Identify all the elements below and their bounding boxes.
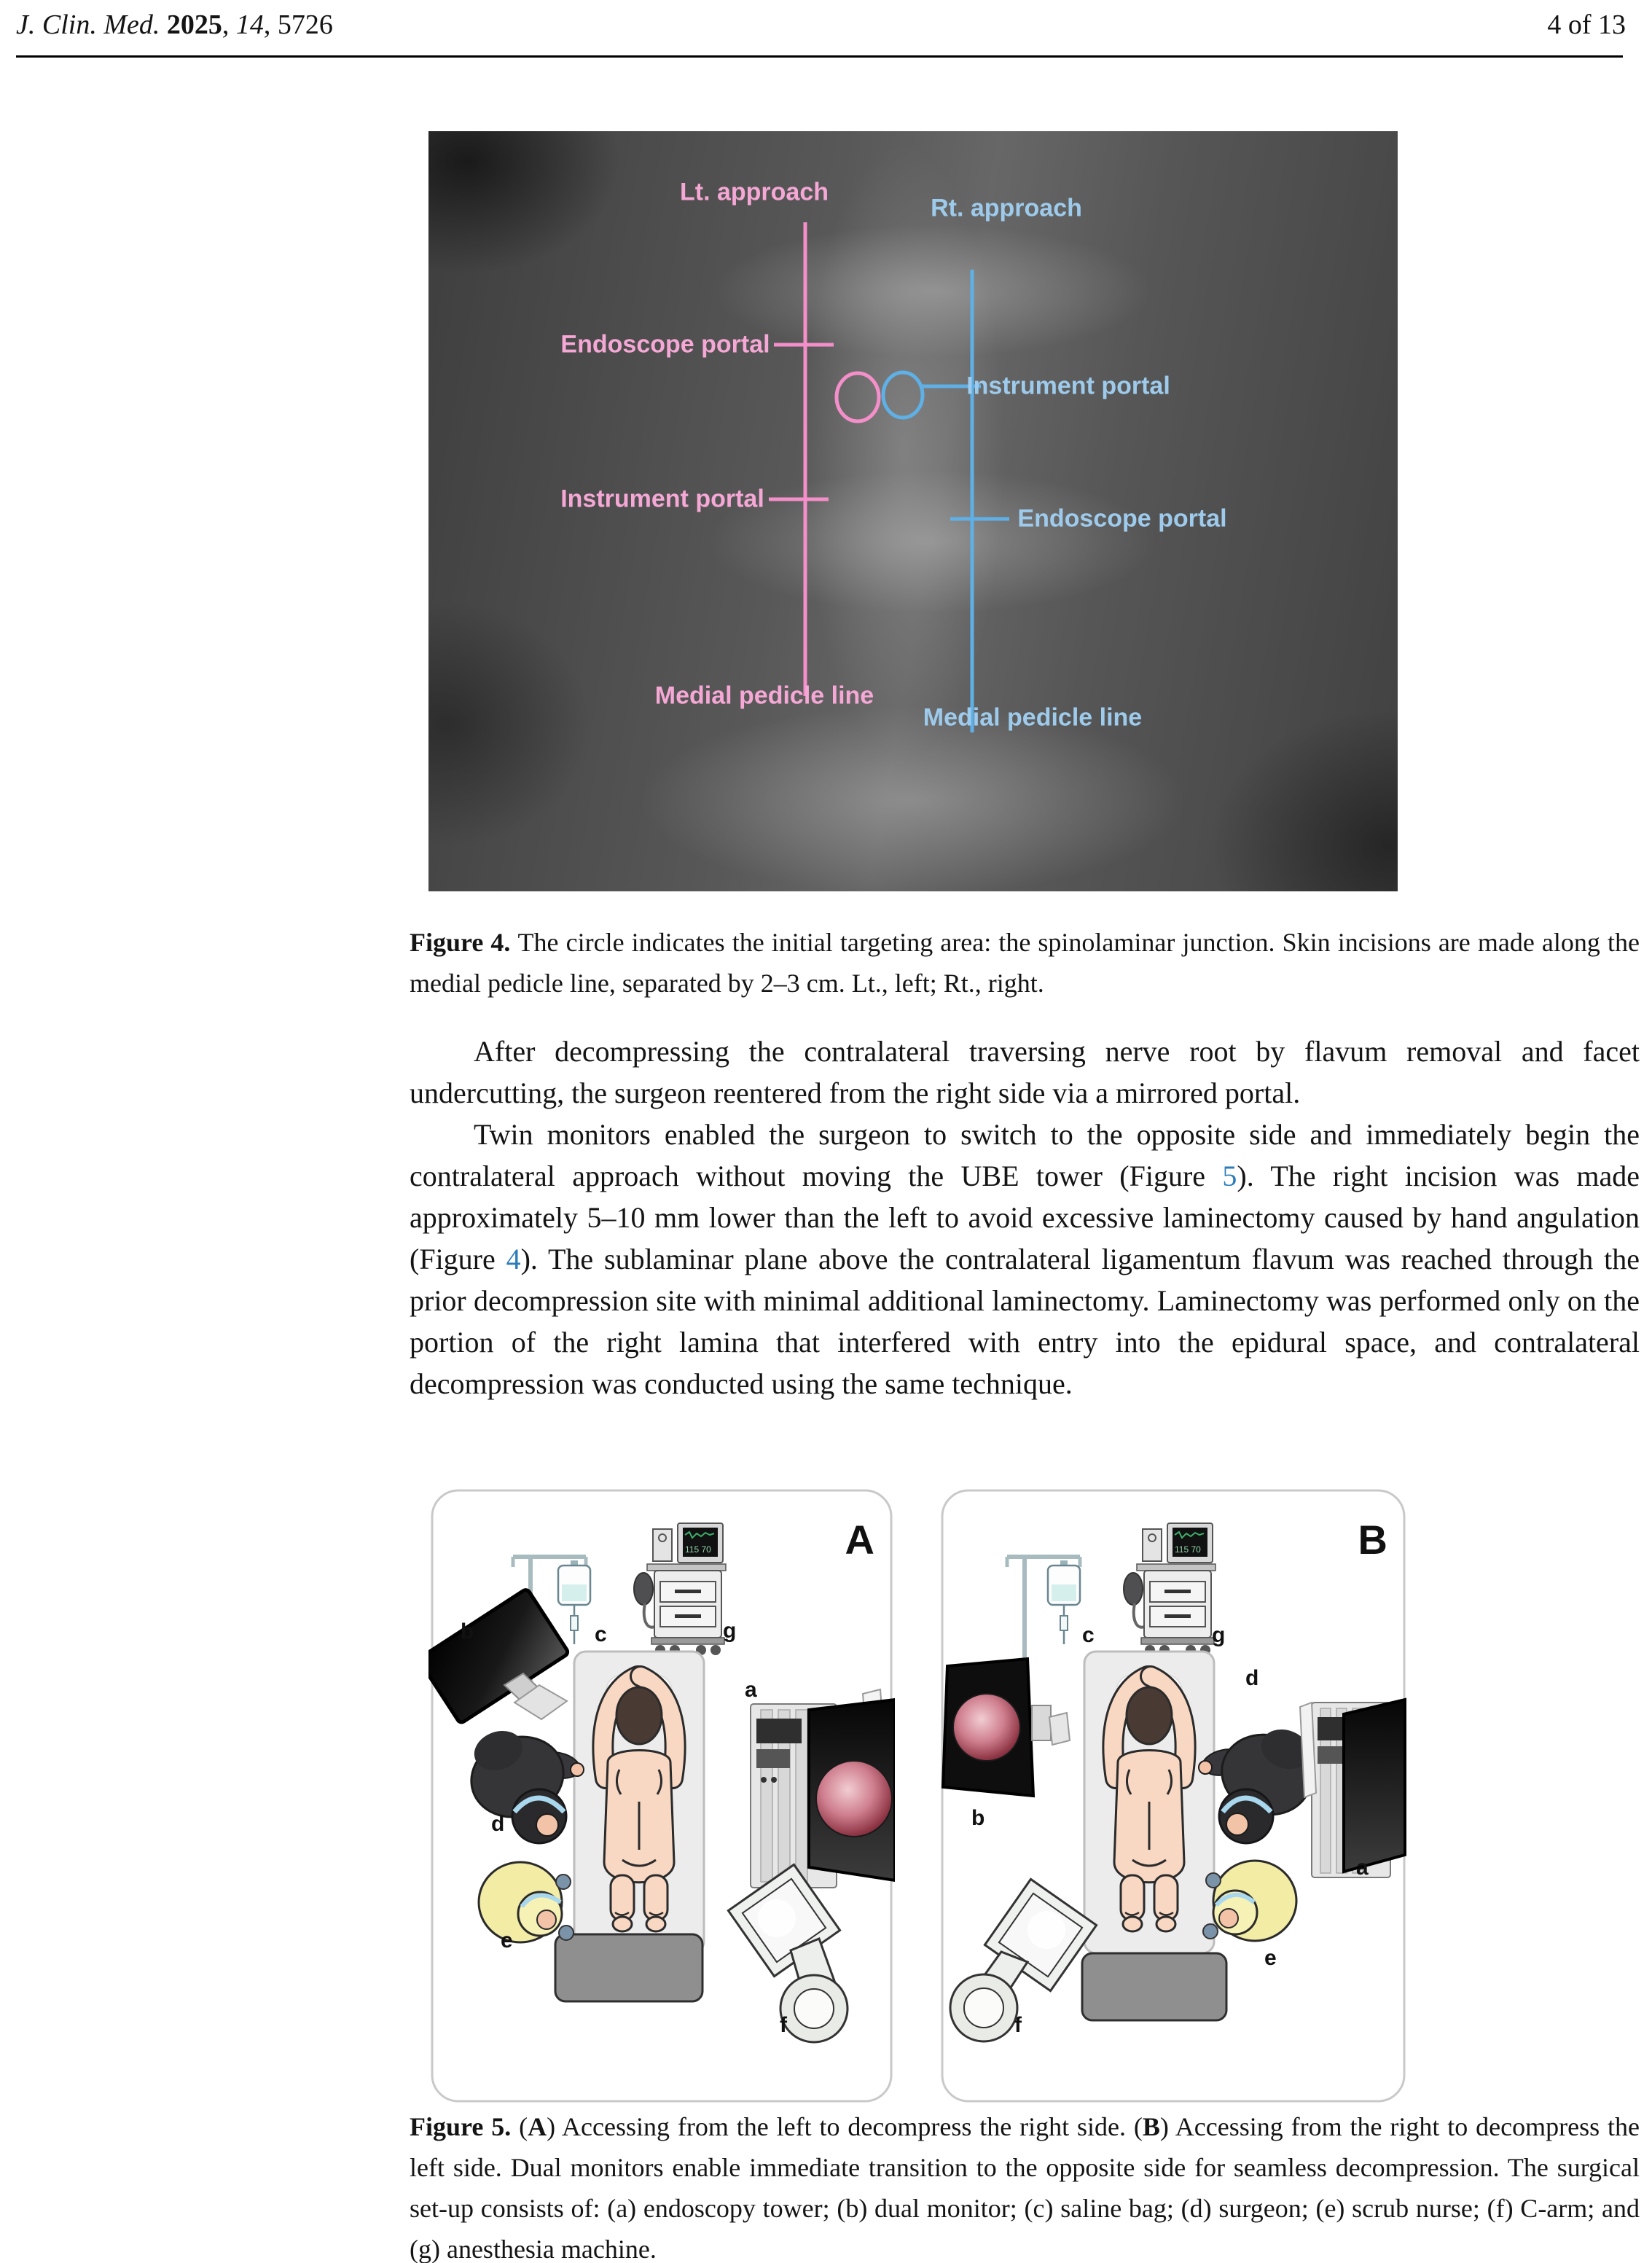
paragraph-2 [410, 1114, 1640, 1404]
panel-b-letter: B [1358, 1517, 1387, 1563]
journal-name: J. Clin. Med. [16, 9, 160, 40]
figure4-caption [410, 922, 1640, 1004]
text-segment: ( [519, 2112, 528, 2141]
paragraph-1 [410, 1031, 1640, 1114]
item-label-d: d [1245, 1666, 1259, 1690]
text-segment: ). The sublaminar plane above the contralateral ligamentum flavum was reached through the prior decompression site with minimal additional laminectomy. Laminectomy was performed only on the portion of the right lamina that interfered with entry into the epidural space, and contralateral decompression was conducted using the same technique. [410, 1243, 1640, 1400]
patient-on-table-illustration [1082, 1652, 1226, 2020]
panel-a-letter: A [845, 1517, 874, 1563]
label-instrument-portal-right: Instrument portal [966, 372, 1170, 400]
item-label-e: e [501, 1928, 513, 1953]
right-targeting-circle [883, 372, 923, 418]
anesthesia-monitor-reading: 115 70 [685, 1544, 711, 1555]
figure5-diagram [428, 1487, 1408, 2105]
text-segment: ) Accessing from the right to decompress the left side. Dual monitors enable immediate transition to the opposite side for seamless decompression. The surgical set-up consists of: (a) endoscopy tower; (b) dual monitor; (c) saline bag; (d) surgeon; (e) scrub nurse; (f) C-arm; and (g) anesthesia machine. [410, 2112, 1640, 2263]
header-rule [16, 55, 1623, 58]
figure5-caption [410, 2106, 1640, 2263]
item-label-c: c [1082, 1623, 1095, 1647]
item-label-a: a [745, 1678, 757, 1702]
label-endoscope-portal-left: Endoscope portal [560, 330, 770, 359]
text-segment: Figure 4. [410, 928, 518, 957]
journal-citation: J. Clin. Med. 2025, 14, 5726 [16, 9, 333, 40]
text-segment: B [1142, 2112, 1160, 2141]
label-medial-pedicle-right: Medial pedicle line [923, 703, 1143, 732]
label-lt-approach: Lt. approach [679, 178, 829, 206]
label-endoscope-portal-right: Endoscope portal [1017, 504, 1227, 533]
figure-reference-link[interactable]: 4 [506, 1243, 521, 1275]
item-label-g: g [1212, 1623, 1226, 1647]
item-label-e: e [1264, 1946, 1277, 1970]
item-label-f: f [1014, 2013, 1022, 2037]
endoscopy-tower-icon [751, 1689, 895, 1888]
journal-volume: 14 [235, 9, 264, 40]
table-base-block [1082, 1953, 1226, 2020]
anesthesia-monitor-reading: 115 70 [1175, 1544, 1201, 1555]
patient-on-table-illustration [555, 1652, 704, 2001]
label-instrument-portal-left: Instrument portal [560, 485, 764, 513]
text-segment: A [528, 2112, 547, 2141]
journal-article-number: 5726 [277, 9, 333, 40]
journal-year: 2025 [166, 9, 222, 40]
endoscopy-tower-icon [1300, 1700, 1405, 1877]
text-segment: Figure 5. [410, 2112, 520, 2141]
item-label-b: b [461, 1619, 474, 1643]
figure5-panel-b [939, 1487, 1408, 2105]
page-header [16, 7, 1626, 48]
item-label-d: d [491, 1812, 505, 1836]
text-segment: ). The right incision was made approximately 5–10 mm lower than the left to avoid excessive laminectomy caused by hand angulation (Figure [410, 1160, 1640, 1275]
item-label-g: g [723, 1619, 737, 1643]
item-label-a: a [1356, 1856, 1369, 1880]
item-label-c: c [595, 1622, 607, 1646]
label-medial-pedicle-left: Medial pedicle line [654, 681, 874, 710]
text-segment: The circle indicates the initial targeting area: the spinolaminar junction. Skin incisions are made along the medial pedicle line, separated by 2–3 cm. Lt., left; Rt., right. [410, 928, 1640, 998]
body-text [410, 1031, 1640, 1404]
text-segment: Twin monitors enabled the surgeon to switch to the opposite side and immediately begin the contralateral approach without moving the UBE tower (Figure [410, 1118, 1640, 1192]
text-segment: ) Accessing from the left to decompress the right side. ( [547, 2112, 1143, 2141]
label-rt-approach: Rt. approach [931, 194, 1082, 222]
text-segment: After decompressing the contralateral traversing nerve root by flavum removal and facet undercutting, the surgeon reentered from the right side via a mirrored portal. [410, 1035, 1640, 1109]
figure5-panel-a [428, 1487, 895, 2105]
item-label-b: b [971, 1806, 985, 1830]
table-base-block [555, 1934, 702, 2001]
item-label-f: f [780, 2013, 787, 2037]
page-number: 4 of 13 [1547, 9, 1626, 40]
figure-reference-link[interactable]: 5 [1222, 1160, 1237, 1192]
figure4-xray-image [428, 131, 1398, 891]
left-targeting-circle [837, 373, 879, 421]
